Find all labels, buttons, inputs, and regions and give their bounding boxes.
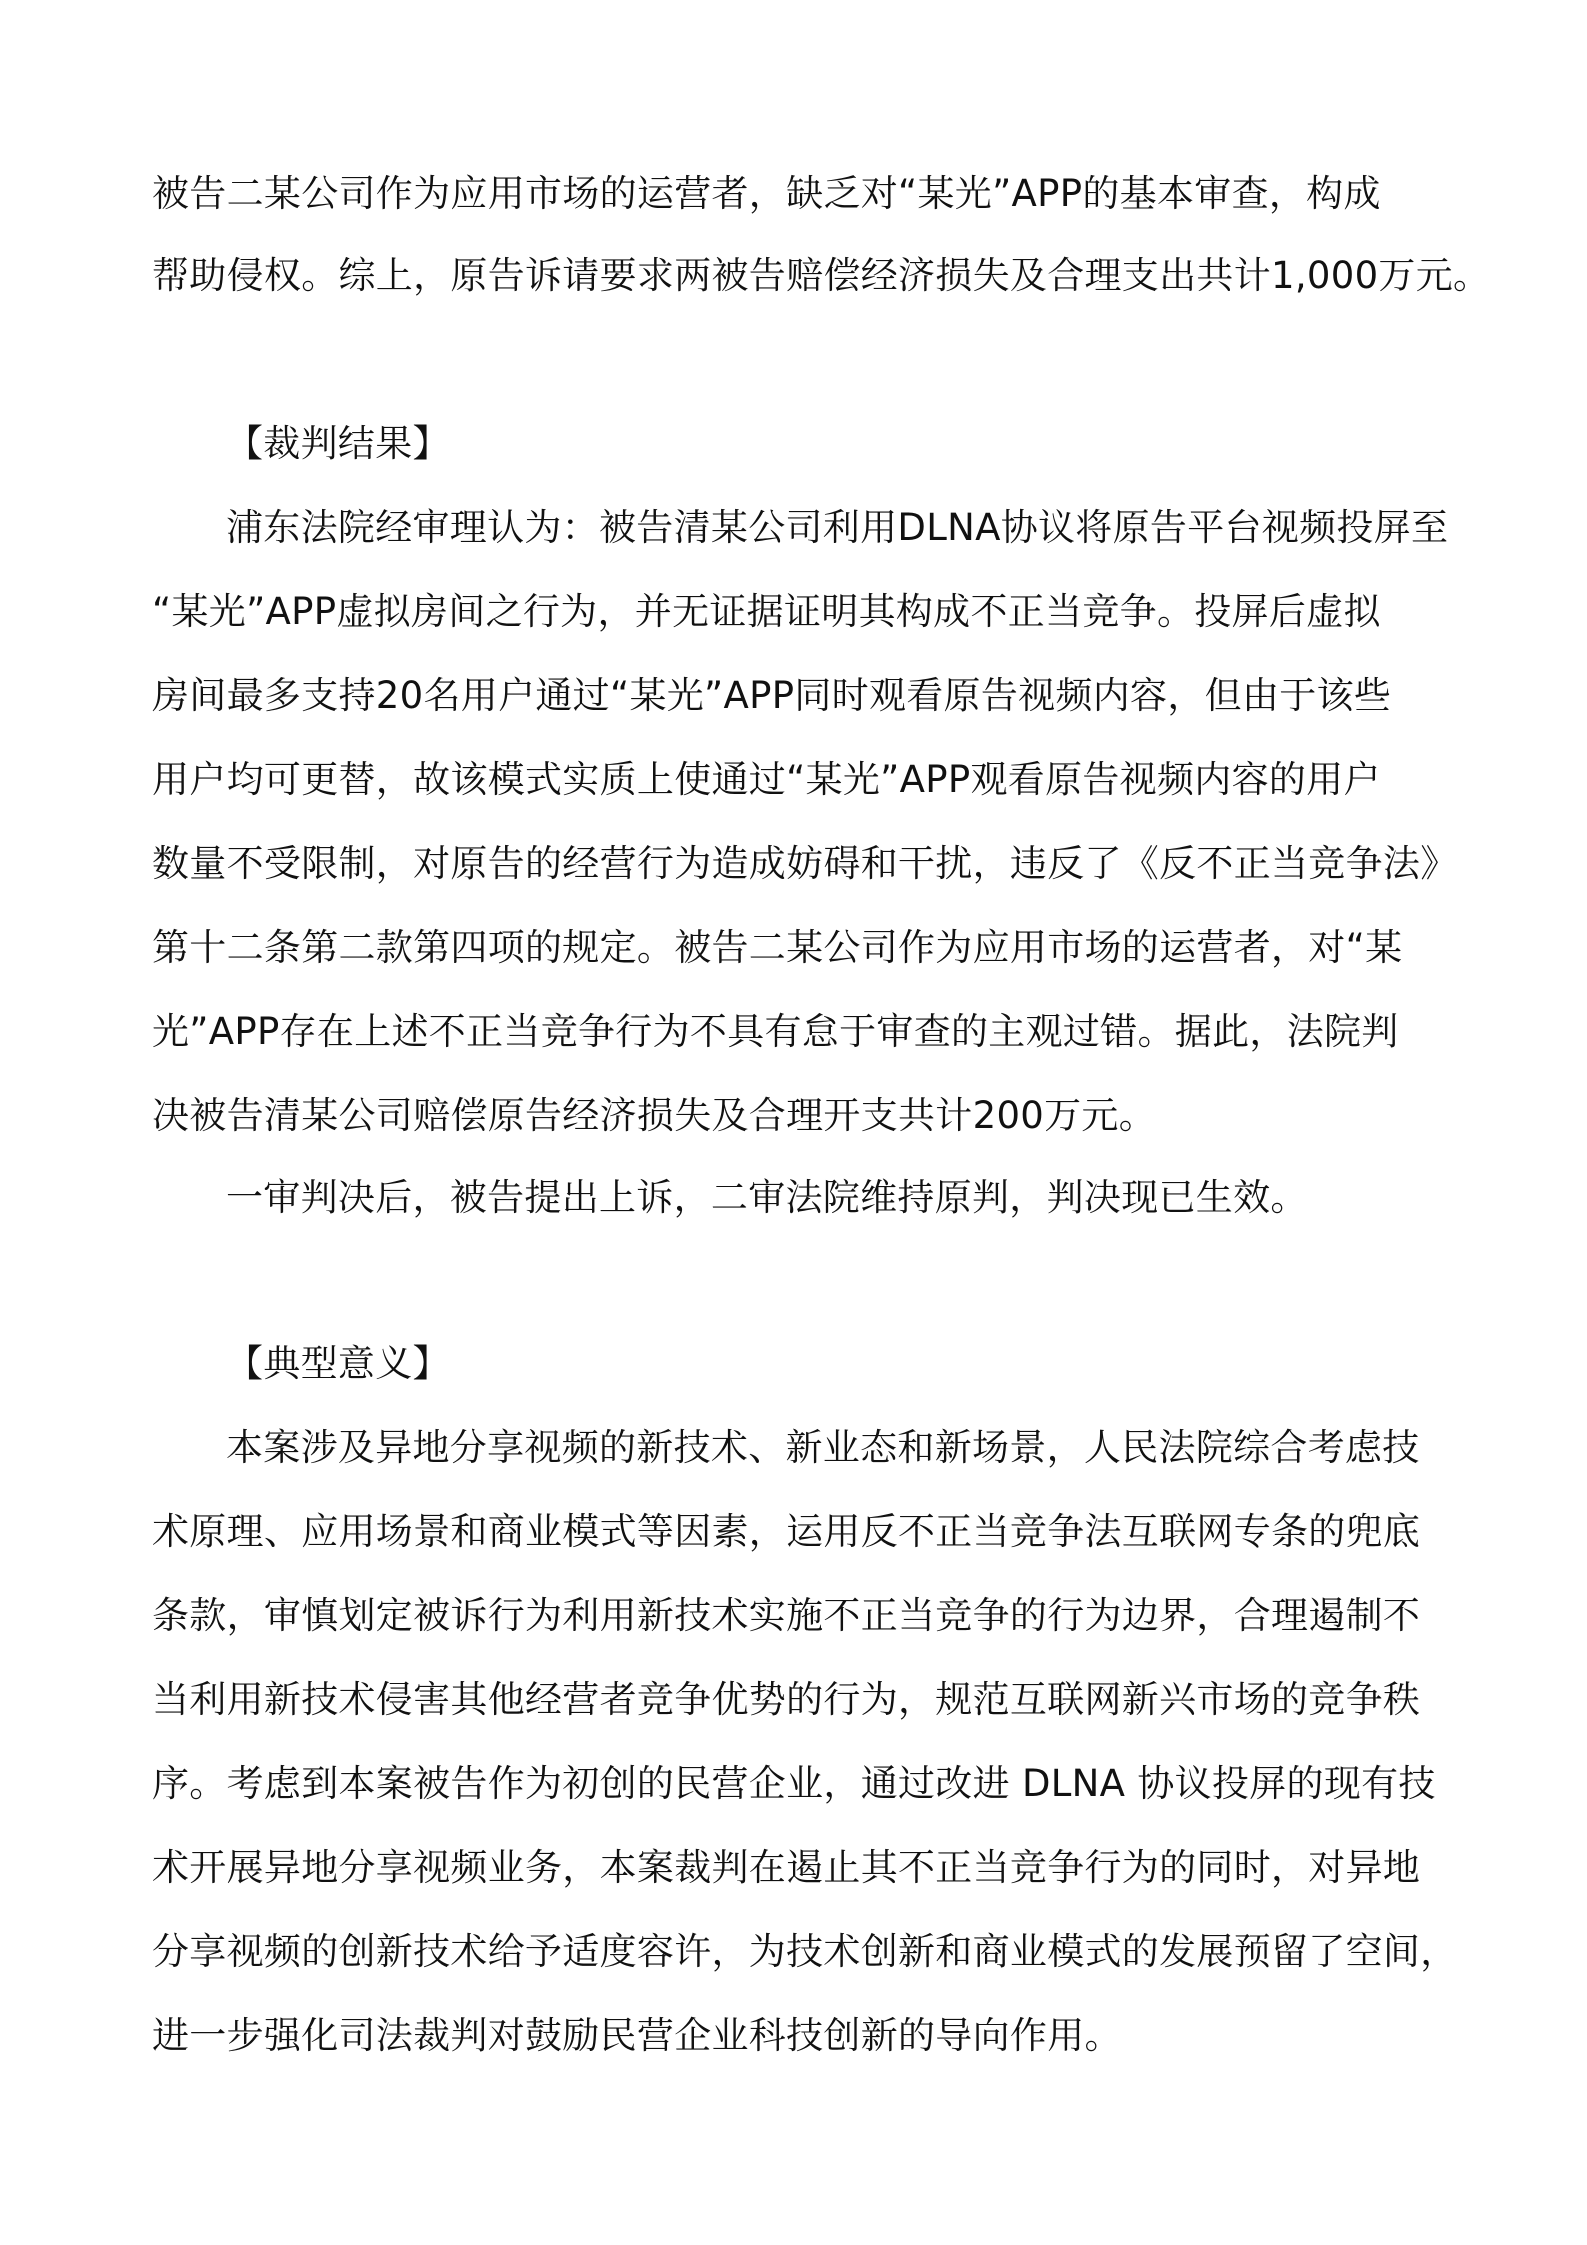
significance-line-6: 术开展异地分享视频业务，本案裁判在遏止其不正当竞争行为的同时，对异地 — [152, 1846, 1421, 1889]
intro-line-1: 被告二某公司作为应用市场的运营者，缺乏对“某光”APP的基本审查，构成 — [152, 172, 1381, 215]
significance-line-5: 序。考虑到本案被告作为初创的民营企业，通过改进 DLNA 协议投屏的现有技 — [152, 1762, 1436, 1805]
judgment-appeal-line: 一审判决后，被告提出上诉，二审法院维持原判，判决现已生效。 — [226, 1176, 1308, 1219]
significance-line-3: 条款，审慎划定被诉行为利用新技术实施不正当竞争的行为边界，合理遏制不 — [152, 1594, 1421, 1637]
significance-line-7: 分享视频的创新技术给予适度容许，为技术创新和商业模式的发展预留了空间， — [152, 1930, 1458, 1973]
significance-line-8: 进一步强化司法裁判对鼓励民营企业科技创新的导向作用。 — [152, 2014, 1122, 2057]
judgment-line-1: 浦东法院经审理认为：被告清某公司利用DLNA协议将原告平台视频投屏至 — [226, 506, 1449, 549]
judgment-line-2: “某光”APP虚拟房间之行为，并无证据证明其构成不正当竞争。投屏后虚拟 — [152, 590, 1381, 633]
significance-heading: 【典型意义】 — [226, 1342, 450, 1385]
significance-line-4: 当利用新技术侵害其他经营者竞争优势的行为，规范互联网新兴市场的竞争秩 — [152, 1678, 1421, 1721]
judgment-line-7: 光”APP存在上述不正当竞争行为不具有怠于审查的主观过错。据此，法院判 — [152, 1010, 1399, 1053]
judgment-line-5: 数量不受限制，对原告的经营行为造成妨碍和干扰，违反了《反不正当竞争法》 — [152, 842, 1458, 885]
judgment-line-3: 房间最多支持20名用户通过“某光”APP同时观看原告视频内容，但由于该些 — [152, 674, 1392, 717]
significance-line-1: 本案涉及异地分享视频的新技术、新业态和新场景，人民法院综合考虑技 — [226, 1426, 1420, 1469]
intro-line-2: 帮助侵权。综上，原告诉请要求两被告赔偿经济损失及合理支出共计1,000万元。 — [152, 254, 1491, 297]
judgment-line-4: 用户均可更替，故该模式实质上使通过“某光”APP观看原告视频内容的用户 — [152, 758, 1381, 801]
judgment-line-6: 第十二条第二款第四项的规定。被告二某公司作为应用市场的运营者，对“某 — [152, 926, 1403, 969]
judgment-heading: 【裁判结果】 — [226, 422, 450, 465]
significance-line-2: 术原理、应用场景和商业模式等因素，运用反不正当竞争法互联网专条的兜底 — [152, 1510, 1421, 1553]
judgment-line-8: 决被告清某公司赔偿原告经济损失及合理开支共计200万元。 — [152, 1094, 1157, 1137]
